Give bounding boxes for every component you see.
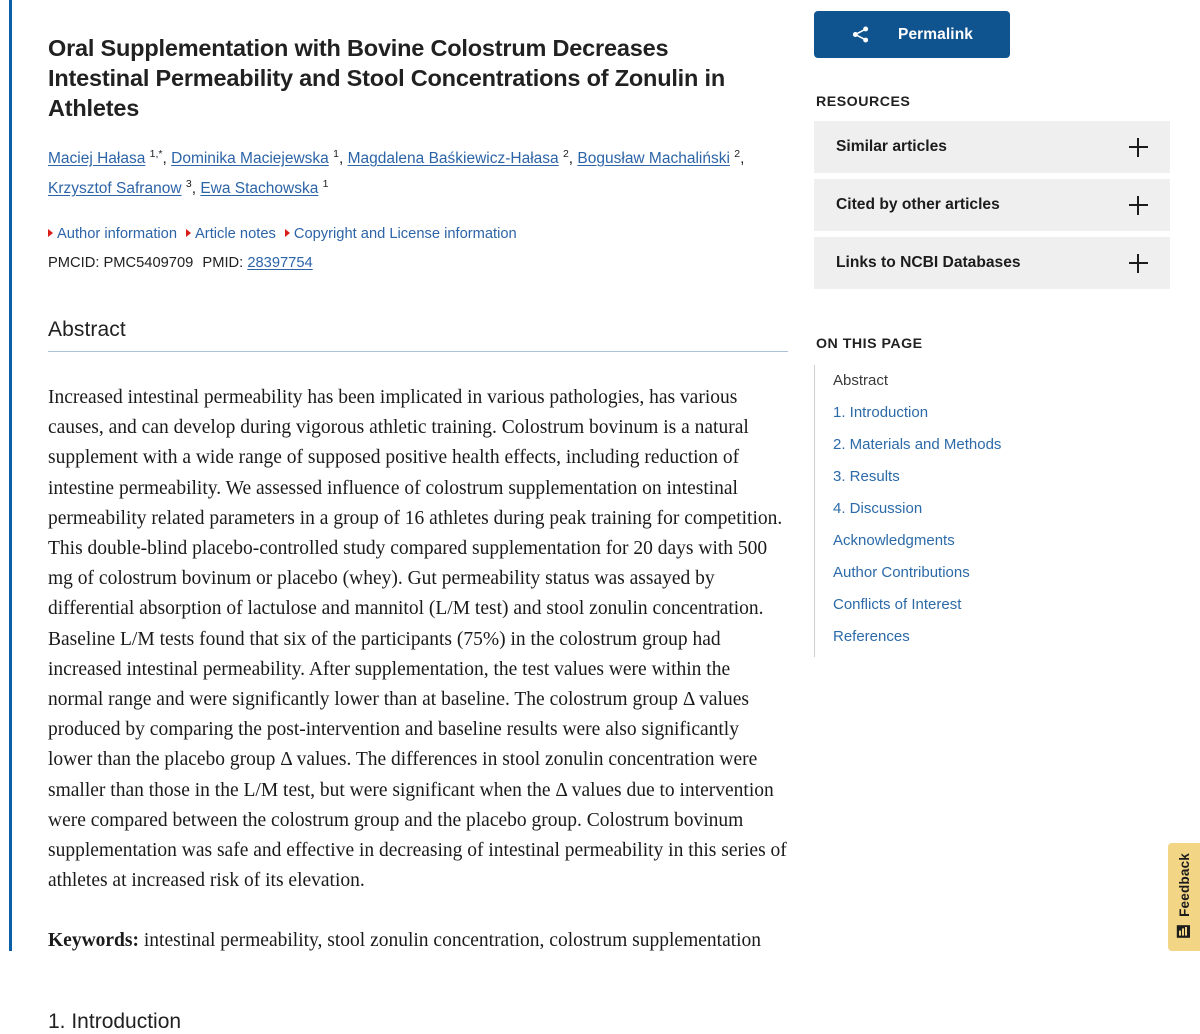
plus-icon[interactable] [1129, 138, 1148, 157]
triangle-right-icon [186, 229, 191, 237]
abstract-body [48, 383, 788, 896]
pmcid-label: PMCID: [48, 255, 100, 271]
feedback-tab-label: Feedback [1176, 853, 1192, 917]
on-this-page-link[interactable]: Conflicts of Interest [833, 596, 962, 613]
author-link[interactable]: Magdalena Baśkiewicz-Hałasa [347, 150, 559, 167]
share-icon [851, 25, 870, 44]
pmid-link[interactable]: 28397754 [247, 255, 313, 271]
resources-accordion [814, 121, 1170, 289]
plus-icon[interactable] [1129, 196, 1148, 215]
permalink-button[interactable] [814, 11, 1010, 58]
author-affiliation-marker: 1,* [149, 147, 163, 160]
author-separator: , [191, 180, 201, 197]
on-this-page-link[interactable]: 4. Discussion [833, 500, 923, 517]
on-this-page-link[interactable]: Acknowledgments [833, 532, 955, 549]
author-link[interactable]: Krzysztof Safranow [48, 180, 182, 197]
author-affiliation-marker: 1 [322, 177, 329, 190]
author-affiliation-marker: 1 [333, 147, 339, 160]
author-affiliation-marker: 3 [185, 177, 192, 190]
on-this-page-link[interactable]: Abstract [833, 372, 889, 389]
on-this-page-heading: ON THIS PAGE [816, 336, 923, 352]
author-separator: , [338, 150, 348, 167]
meta-link-label[interactable]: Copyright and License information [293, 226, 517, 242]
author-link[interactable]: Bogusław Machaliński [577, 150, 730, 167]
on-this-page-nav [814, 365, 1170, 657]
meta-link-label[interactable]: Article notes [195, 226, 276, 242]
resource-accordion-item[interactable] [814, 121, 1170, 173]
sidebar [814, 11, 1170, 657]
author-separator: , [162, 150, 172, 167]
triangle-right-icon [48, 229, 53, 237]
pmid-label: PMID: [202, 255, 244, 271]
resources-heading: RESOURCES [816, 94, 911, 110]
meta-link-label[interactable]: Author information [57, 226, 178, 242]
keywords-value: intestinal permeability, stool zonulin concentration, colostrum supplementation [143, 930, 762, 952]
article-identifiers [48, 253, 788, 273]
meta-link-item[interactable] [48, 224, 177, 244]
permalink-button-label: Permalink [898, 25, 973, 43]
abstract-heading: Abstract [48, 318, 788, 352]
page-left-accent-rule [9, 0, 12, 951]
author-affiliation-marker: 2 [734, 147, 741, 160]
resource-accordion-label: Similar articles [836, 138, 947, 155]
resource-accordion-item[interactable] [814, 237, 1170, 289]
author-list [48, 144, 788, 204]
resource-accordion-label: Links to NCBI Databases [836, 254, 1021, 271]
pmcid-value: PMC5409709 [103, 255, 194, 271]
on-this-page-link[interactable]: 3. Results [833, 468, 900, 485]
bar-chart-icon [1176, 923, 1193, 945]
plus-icon[interactable] [1129, 254, 1148, 273]
on-this-page-link[interactable]: 1. Introduction [833, 404, 929, 421]
feedback-tab[interactable] [1168, 843, 1200, 951]
keywords-row [48, 926, 788, 956]
author-link[interactable]: Maciej Hałasa [48, 150, 146, 167]
author-affiliation-marker: 2 [562, 147, 569, 160]
triangle-right-icon [285, 229, 290, 237]
on-this-page-link[interactable]: References [833, 628, 910, 645]
article-column [48, 0, 788, 1034]
author-separator: , [740, 150, 745, 167]
article-meta-links [48, 224, 788, 244]
on-this-page-link[interactable]: 2. Materials and Methods [833, 436, 1002, 453]
meta-link-item[interactable] [186, 224, 276, 244]
author-separator: , [568, 150, 578, 167]
keywords-label: Keywords: [48, 930, 139, 952]
resource-accordion-label: Cited by other articles [836, 196, 1000, 213]
resource-accordion-item[interactable] [814, 179, 1170, 231]
introduction-heading: 1. Introduction [48, 1010, 182, 1034]
meta-link-item[interactable] [285, 224, 517, 244]
abstract-paragraph: Increased intestinal permeability has been implicated in various pathologies, has various causes, and can develop during vigorous athletic training. Colostrum bovinum is a natural supplement with a wide range of supposed positive health effects, including reduction of intestine permeability. We assessed influence of colostrum supplementation on intestinal permeability related parameters in a group of 16 athletes during peak training for competition. This double-blind placebo-controlled study compared supplementation for 20 days with 500 mg of colostrum bovinum or placebo (whey). Gut permeability status was assayed by differential absorption of lactulose and mannitol (L/M test) and stool zonulin concentration. Baseline L/M tests found that six of the participants (75%) in the colostrum group had increased intestinal permeability. After supplementation, the test values were within the normal range and were significantly lower than at baseline. The colostrum group Δ values produced by comparing the post-intervention and baseline results were also significantly lower than the placebo group Δ values. The differences in stool zonulin concentration were smaller than those in the L/M test, but were significant when the Δ values due to intervention were compared between the colostrum group and the placebo group. Colostrum bovinum supplementation was safe and effective in decreasing of intestinal permeability in this series of athletes at increased risk of its elevation. [48, 387, 787, 892]
author-link[interactable]: Ewa Stachowska [200, 180, 319, 197]
page-title: Oral Supplementation with Bovine Colostrum Decreases Intestinal Permeability and Stool Concentrations of Zonulin in Athletes [48, 35, 725, 121]
author-link[interactable]: Dominika Maciejewska [171, 150, 329, 167]
on-this-page-link[interactable]: Author Contributions [833, 564, 970, 581]
